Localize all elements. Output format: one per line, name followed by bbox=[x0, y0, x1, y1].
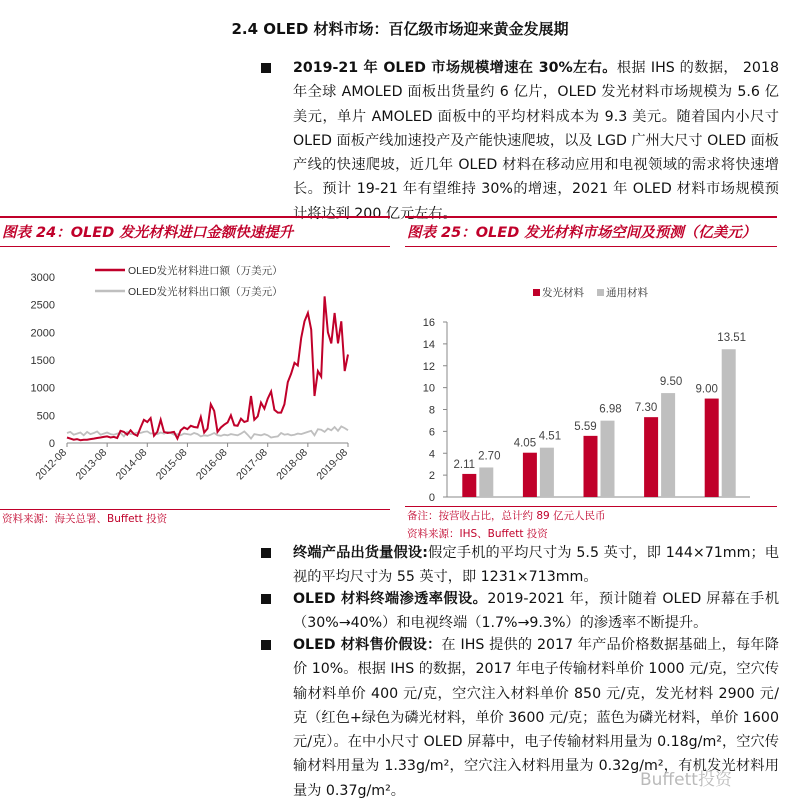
y-tick-label: 12 bbox=[422, 360, 435, 373]
bullet-lead: 终端产品出货量假设: bbox=[293, 545, 428, 561]
bar-general bbox=[661, 393, 675, 497]
bar-general bbox=[601, 421, 615, 497]
figure-24 bbox=[0, 216, 390, 528]
line-chart bbox=[0, 247, 390, 505]
bullet-item bbox=[293, 541, 779, 590]
x-tick-label: 2016-08 bbox=[193, 446, 230, 483]
bullet-icon bbox=[261, 63, 271, 73]
bar-general bbox=[722, 349, 736, 497]
y-tick-label: 14 bbox=[422, 338, 435, 351]
x-tick-label: 2017-08 bbox=[234, 446, 270, 483]
bullet-icon bbox=[261, 594, 271, 604]
figure-title: 图表 25：OLED 发光材料市场空间及预测（亿美元） bbox=[405, 216, 777, 247]
data-label: 7.30 bbox=[634, 402, 658, 415]
figure-25 bbox=[405, 216, 777, 543]
data-label: 4.05 bbox=[513, 437, 537, 450]
bullet-text: 在 IHS 提供的 2017 年产品价格数据基础上，每年降价 10%。根据 IHS 的数据，2017 年电子传输材料单价 1000 元/克，空穴传输材料单价 400 元/克，空穴注入材料单价 850 元/克，发光材料 2900 元/克（红色+绿色为磷光材料，单价 3600 元/克；蓝色为磷光材料，单价 1600 元/克）。在中小尺寸 OLED 屏幕中，电子传输材料用量为 0.18g/m²，空穴传输材料用量为 1.33g/m²，空穴注入材料用量为 0.32g/m²，有机发光材料用量为 0.37g/m²。 bbox=[293, 637, 779, 799]
x-tick-label: 2013-08 bbox=[73, 446, 110, 483]
legend-swatch bbox=[597, 289, 604, 296]
data-label: 9.00 bbox=[695, 383, 718, 396]
data-label: 4.51 bbox=[538, 430, 562, 443]
x-tick-label: 2014-08 bbox=[113, 446, 150, 483]
intro-paragraph bbox=[293, 56, 779, 226]
y-tick-label: 4 bbox=[428, 448, 435, 461]
bullet-text: 假定手机的平均尺寸为 5.5 英寸，即 144×71mm；电视的平均尺寸为 55 英寸，即 1231×713mm。 bbox=[293, 545, 779, 586]
bar-emissive bbox=[705, 399, 719, 497]
y-tick-label: 1500 bbox=[30, 355, 55, 367]
bar-emissive bbox=[523, 453, 537, 497]
y-tick-label: 500 bbox=[36, 410, 55, 423]
bar-emissive bbox=[462, 474, 476, 497]
figure-source: 资料来源：海关总署、Buffett 投资 bbox=[0, 509, 390, 528]
bullet-icon bbox=[261, 640, 271, 650]
legend-swatch bbox=[533, 289, 540, 296]
x-tick-label: 2012-08 bbox=[33, 446, 70, 483]
watermark: Buffett投资 bbox=[640, 770, 732, 790]
data-label: 9.50 bbox=[659, 376, 683, 389]
figure-title: 图表 24：OLED 发光材料进口金额快速提升 bbox=[0, 216, 390, 247]
y-tick-label: 8 bbox=[428, 404, 435, 417]
bullet-lead: OLED 材料售价假设： bbox=[293, 637, 442, 653]
legend-label: 通用材料 bbox=[606, 287, 648, 299]
y-tick-label: 6 bbox=[428, 426, 435, 439]
paragraph-text: 根据 IHS 的数据， 2018 年全球 AMOLED 面板出货量约 6 亿片，OLED 发光材料市场规模为 5.6 亿美元，单片 AMOLED 面板中的平均材料成本为 9.3 美元。随着国内小尺寸 OLED 面板产线加速投产及产能快速爬坡，以及 LGD 广州大尺寸 OLED 面板产线的快速爬坡，近几年 OLED 材料在移动应用和电视领域的需求将快速增长。预计 19-21 年有望维持 30%的增速，2021 年 OLED 材料市场规模预计将达到 200 亿元左右。 bbox=[293, 60, 779, 222]
series-line-import bbox=[67, 296, 348, 440]
legend-label: OLED发光材料进口额（万美元） bbox=[128, 265, 283, 277]
bar-chart bbox=[405, 247, 777, 502]
x-tick-label: 2018-08 bbox=[274, 446, 310, 483]
legend-label: OLED发光材料出口额（万美元） bbox=[128, 286, 283, 298]
data-label: 6.98 bbox=[599, 403, 622, 416]
y-tick-label: 2000 bbox=[30, 327, 55, 340]
y-tick-label: 1000 bbox=[30, 382, 55, 395]
y-tick-label: 0 bbox=[48, 438, 55, 450]
bar-general bbox=[479, 467, 493, 497]
legend-label: 发光材料 bbox=[542, 287, 584, 299]
bar-general bbox=[540, 448, 554, 497]
x-tick-label: 2019-08 bbox=[314, 446, 351, 483]
data-label: 2.11 bbox=[453, 458, 476, 471]
y-tick-label: 2 bbox=[428, 470, 435, 483]
bullet-lead: OLED 材料终端渗透率假设。 bbox=[293, 591, 488, 607]
y-tick-label: 10 bbox=[422, 382, 435, 395]
y-tick-label: 0 bbox=[428, 492, 435, 502]
bullet-icon bbox=[261, 548, 271, 558]
bullet-item bbox=[293, 587, 779, 636]
y-tick-label: 16 bbox=[422, 317, 435, 329]
data-label: 2.70 bbox=[478, 450, 501, 463]
data-label: 13.51 bbox=[717, 332, 747, 345]
figure-note: 备注：按营收占比，总计约 89 亿元人民币 bbox=[405, 506, 777, 525]
data-label: 5.59 bbox=[574, 420, 597, 433]
section-title: 2.4 OLED 材料市场：百亿级市场迎来黄金发展期 bbox=[231, 20, 569, 38]
figure-source: 资料来源：IHS、Buffett 投资 bbox=[407, 528, 548, 540]
bar-emissive bbox=[584, 436, 598, 497]
x-tick-label: 2015-08 bbox=[153, 446, 190, 483]
bar-emissive bbox=[644, 417, 658, 497]
y-tick-label: 2500 bbox=[30, 299, 55, 312]
y-tick-label: 3000 bbox=[30, 272, 55, 284]
bullet-text: 2019-2021 年，预计随着 OLED 屏幕在手机（30%→40%）和电视终端（1.7%→9.3%）的渗透率不断提升。 bbox=[293, 591, 780, 632]
paragraph-lead: 2019-21 年 OLED 市场规模增速在 30%左右。 bbox=[293, 60, 617, 76]
